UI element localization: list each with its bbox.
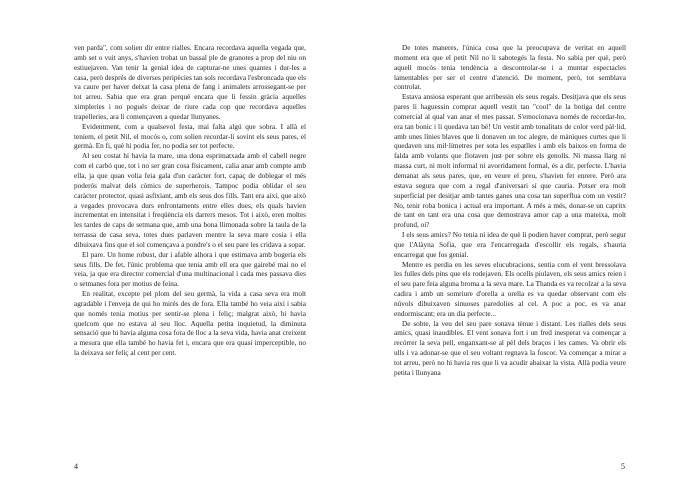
right-paragraph-5: De sobte, la veu del seu pare sonava tènue i distant. Les rialles dels seus amics, quasi inaudibles. El vent sonava fort i un fred inesperat va començar a recórrer la seva pell, enganxant-se al pèl dels braços i les cames. Va obrir els ulls i va adonar-se que el seu voltant regnava la foscor. Va començar a mirar a tot arreu, però no hi havia res que li va acudir abaixar la vista. Allà podia veure petita i llunyana — [394, 319, 626, 377]
right-paragraph-3: I els seus amics? No tenia ni idea de què li podien haver comprat, però segur que l'Alàyna Sofia, que era l'encarregada d'escollir els regals, s'hauria encarregat que fos genial. — [394, 231, 626, 259]
right-paragraph-2: Estava ansiosa esperant que arribessin els seus regals. Desitjava que els seus pares li haguessin comprat aquell vestit tan "cool" de la botiga del centre comercial al qual van anar el mes passat. S'emocionava només de recordar-ho, era tan bonic i li quedava tan bé! Un vestit amb tonalitats de color verd pàl·lid, amb unes línies blaves que li donaven un toc alegre, de màniques curtes que li quedaven uns mil·límetres per sota les espatlles i amb els baixos en forma de falda amb volants que flotaven just per sobre els genolls. Ni massa llarg ni massa curt, ni molt informal ni avorridament formal, és a dir, perfecte. L'havia demanat als seus pares, que, en veure el preu, s'havien fet enrere. Però ara estava segura que com a regal d'aniversari sí que cauria. Potser era molt superficial per desitjar amb tantes ganes una cosa tan superflua com un vestit? No, tenir roba bonica i actual era important. A més a més, donar-se un capritx de tant en tant era una cosa que demostrava amor cap a una mateixa, molt profund, oi? — [394, 93, 626, 230]
right-page-number: 5 — [621, 462, 625, 471]
left-page-text — [74, 44, 306, 444]
left-paragraph-4: El pare. Un home robust, dur i afable alhora i que estimava amb bogeria els seus fills. De fet, l'únic problema que tenia amb ell era que gairebé mai no el veia, ja que era director comercial d'una multinacional i cada mes passava dies o setmanes fora per motius de feina. — [74, 250, 306, 289]
left-paragraph-3: Al seu costat hi havia la mare, una dona esprimatxada amb el cabell negre com el carbó que, tot i no ser gran cosa físicament, calia anar amb compte amb ella, ja que quan volia feia gala d'un caràcter fort, capaç de doblegar el més poderós malvat dels còmics de superherois. Tampoc podia oblidar el seu caràcter protector, quasi asfixiant, amb els seus dos fills. Tant era així, que això a vegades provocava durs enfrontaments entre elles dues, els quals havien incrementat en intensitat i freqüència els darrers mesos. Tot i això, eren moltes les tardes de caps de setmana que, amb una bona llimonada sobre la taula de la terrassa de casa seva, totes dues parlaven mentre la seva mare cosia i ella dibuixava fins que el sol començava a pondre's o el seu pare les cridava a sopar. — [74, 152, 306, 249]
left-page-number: 4 — [74, 462, 78, 471]
right-page-text — [394, 44, 626, 444]
left-paragraph-5: En realitat, excepte pel plom del seu germà, la vida a casa seva era molt agradable i l'enveja de qui ho mirés des de fora. Ella també ho veia així i sabia que només tenia motius per sentir-se plena i feliç; malgrat això, hi havia quelcom que no estava al seu lloc. Aquella petita inquietud, la diminuta sensació que hi havia alguna cosa fora de lloc a la seva vida, havia anat creixent a mesura que ella també ho havia fet i, encara que era quasi imperceptible, no la deixava ser feliç al cent per cent. — [74, 290, 306, 358]
right-paragraph-4: Mentre es perdia en les seves elucubracions, sentia com el vent bressolava les fulles dels pins que els rodejaven. Els ocells piulaven, els seus amics reien i el seu pare feia alguna broma a la seva mare. La Thanda es va recolzar a la seva cadira i amb un somriure d'orella a orella es va quedar observant com els núvols dibuixaven sinuoses paredolies al cel. A poc a poc, es va anar endormiscant; era un dia perfecte... — [394, 260, 626, 318]
right-paragraph-1: De totes maneres, l'única cosa que la preocupava de veritat en aquell moment era que el petit Nil no li sabotegés la festa. No sabia per què, però aquell mocós tenia tendència a descontrolar-se i a muntar espectacles lamentables per ser el centre d'atenció. De moment, però, tot semblava controlat. — [394, 44, 626, 92]
left-paragraph-2: Evidentment, com a qualsevol festa, mai falta algú que sobra. I allà el teníem, el petit Nil, el mocós o, com solien recordar-li sovint els seus pares, el germà. En fi, què hi podia fer, no podia ser tot perfecte. — [74, 122, 306, 151]
left-paragraph-1: ven parda", com solien dir entre rialles. Encara recordava aquella vegada que, amb set o vuit anys, s'havien trobat un bassal ple de granotes a prop del niu on estiuejaven. Van tenir la genial idea de capturar-ne unes quantes i dur-les a casa, però després de diverses peripècies tan sols recordava l'esbroncada que els va caure per haver deixat la casa plena de fang i animalets arrossegant-se per tot arreu. Sabia que era gran perquè encara que li fessin gràcia aquelles ximpleries i no pogués deixar de riure cada cop que recordava aquelles trapelleries, ara li començaven a quedar llunyanes. — [74, 44, 306, 121]
